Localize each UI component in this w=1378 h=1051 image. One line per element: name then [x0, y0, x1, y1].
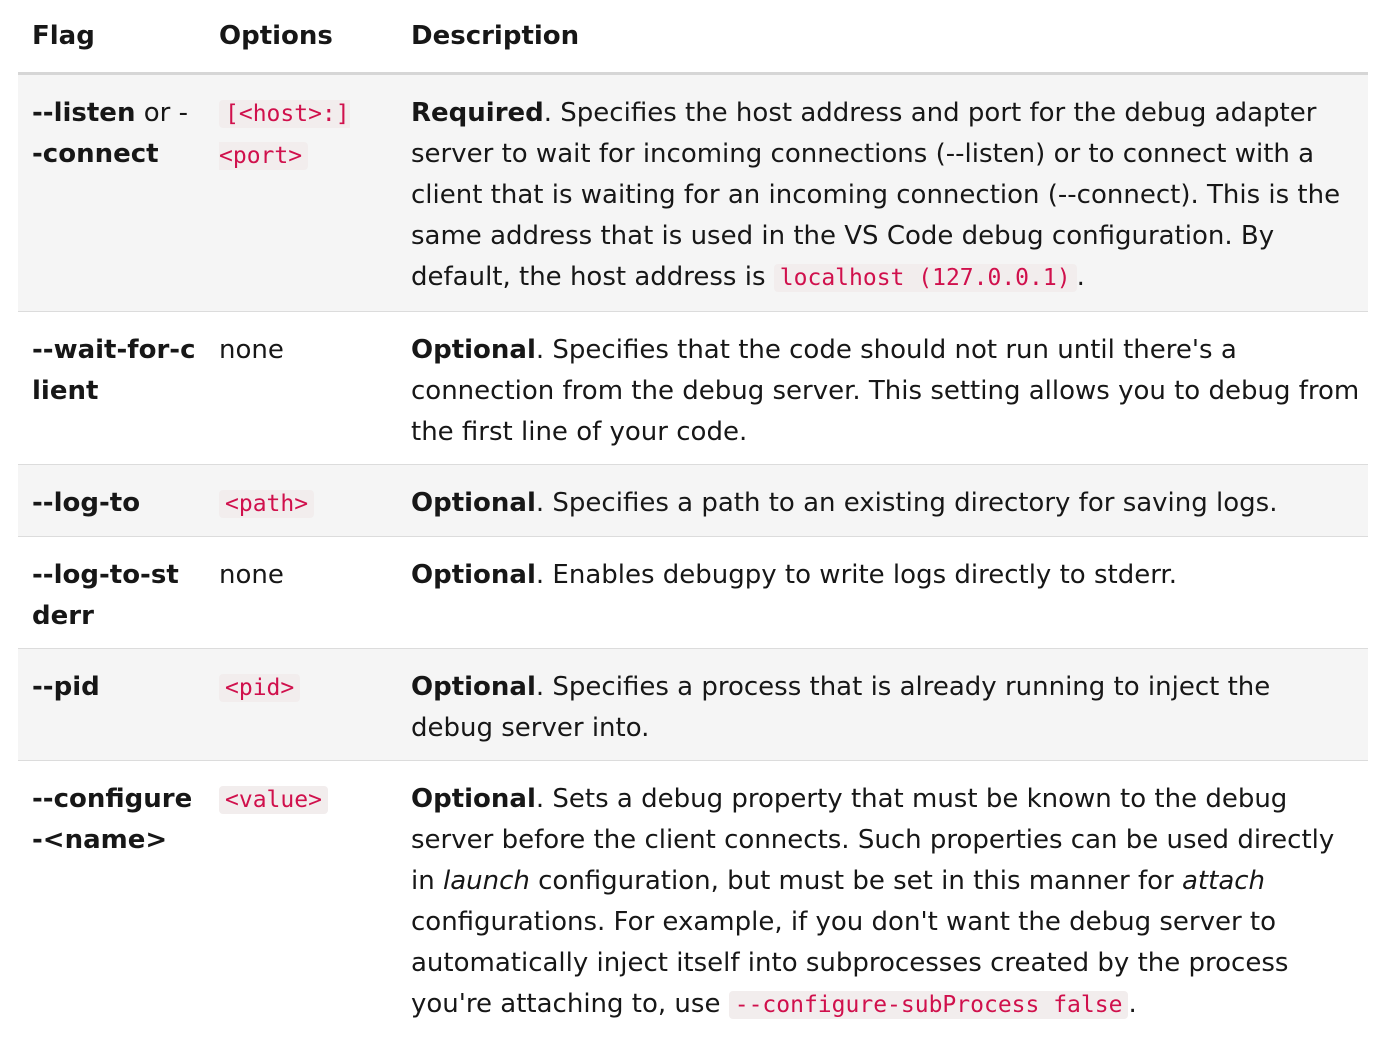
- flags-table: [18, 0, 1368, 1051]
- description-tail: .: [1128, 989, 1137, 1019]
- description-cell: [397, 330, 1368, 453]
- flag-connect: -connect: [32, 139, 159, 169]
- description-text: . Sets a debug property that must be known to the debug server before the client connects. Such properties can be used directly in: [411, 784, 1335, 896]
- option-cell: [205, 667, 397, 709]
- flag-separator: or -: [135, 98, 188, 128]
- option-code: <value>: [219, 786, 328, 814]
- description-text: . Enables debugpy to write logs directly to stderr.: [535, 560, 1177, 590]
- header-options: Options: [219, 21, 333, 51]
- flag-listen: --listen: [32, 98, 136, 128]
- description-text: configuration, but must be set in this manner for: [529, 866, 1182, 896]
- description-text: . Specifies that the code should not run until there's a connection from the debug server. This setting allows you to debug from the first line of your code.: [411, 335, 1360, 447]
- description-cell: [397, 93, 1368, 299]
- table-row: [18, 761, 1368, 1051]
- table-row: [18, 649, 1368, 761]
- option-code: <pid>: [219, 674, 300, 702]
- table-row: [18, 75, 1368, 312]
- requirement-label: Optional: [411, 672, 536, 702]
- requirement-label: Required: [411, 98, 544, 128]
- table-header-row: [18, 0, 1368, 75]
- flag-cell: --configure-<name>: [32, 784, 193, 855]
- description-text: . Specifies a path to an existing directory for saving logs.: [535, 488, 1278, 518]
- requirement-label: Optional: [411, 560, 536, 590]
- option-cell: [205, 93, 397, 177]
- header-flag: Flag: [32, 21, 95, 51]
- table-row: [18, 465, 1368, 537]
- description-text: . Specifies a process that is already running to inject the debug server into.: [411, 672, 1271, 743]
- option-cell: none: [219, 560, 284, 590]
- flag-cell: --log-to: [32, 488, 141, 518]
- description-cell: [397, 667, 1368, 749]
- inline-code: localhost (127.0.0.1): [774, 264, 1077, 292]
- option-cell: none: [219, 335, 284, 365]
- option-cell: [205, 483, 397, 525]
- option-code: <path>: [219, 490, 314, 518]
- description-cell: [397, 555, 1368, 596]
- flag-cell: --pid: [32, 672, 100, 702]
- option-cell: [205, 779, 397, 821]
- description-cell: [397, 779, 1368, 1026]
- description-text: . Specifies the host address and port for the debug adapter server to wait for incoming connections (--listen) or to connect with a client that is waiting for an incoming connection (--connect). This is the same address that is used in the VS Code debug configuration. By default, the host address is: [411, 98, 1341, 292]
- italic-term-attach: attach: [1182, 866, 1266, 896]
- description-cell: [397, 483, 1368, 524]
- requirement-label: Optional: [411, 488, 536, 518]
- table-row: [18, 537, 1368, 649]
- flag-cell: --wait-for-client: [32, 335, 196, 406]
- option-code: [<host>:]<port>: [219, 101, 350, 169]
- italic-term-launch: launch: [442, 866, 530, 896]
- flag-cell: --log-to-stderr: [32, 560, 179, 631]
- requirement-label: Optional: [411, 784, 536, 814]
- header-description: Description: [411, 21, 580, 51]
- flag-cell: [18, 93, 205, 175]
- table-row: [18, 312, 1368, 465]
- inline-code: --configure-subProcess false: [729, 991, 1129, 1019]
- requirement-label: Optional: [411, 335, 536, 365]
- description-text: configurations. For example, if you don't want the debug server to automatically inject itself into subprocesses created by the process you're attaching to, use: [411, 907, 1289, 1019]
- description-tail: .: [1076, 262, 1085, 292]
